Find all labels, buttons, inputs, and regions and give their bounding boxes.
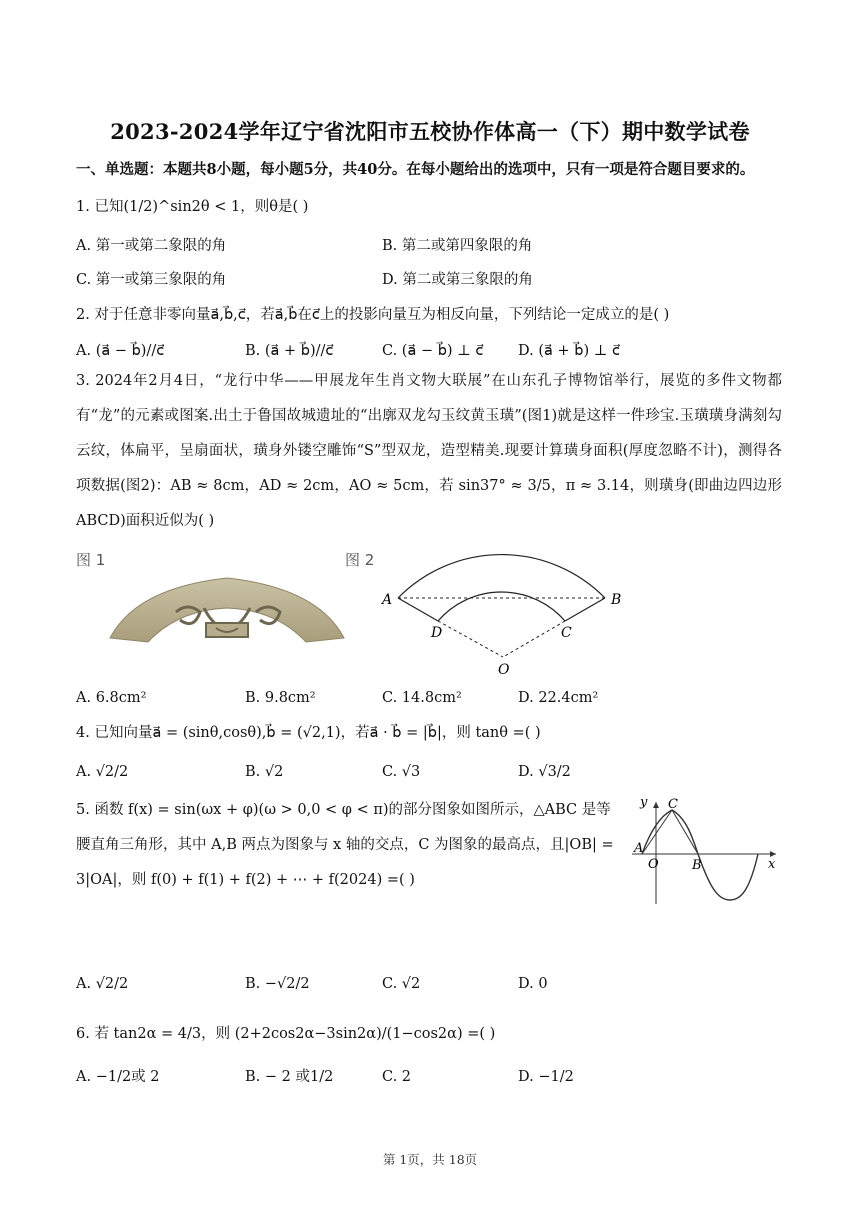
- point-b-label: B: [611, 592, 622, 608]
- page-title: 2023-2024学年辽宁省沈阳市五校协作体高一（下）期中数学试卷: [110, 119, 750, 144]
- q5-option-d: D. 0: [518, 976, 548, 992]
- point-d-label: D: [431, 625, 443, 641]
- question-6-stem: 6. 若 tan2α = 4/3，则 (2+2cos2α−3sin2α)/(1−cos2α) =( ): [76, 1026, 496, 1042]
- q3-option-a: A. 6.8cm²: [76, 690, 147, 706]
- page-footer: 第 1页，共 18页: [382, 1152, 478, 1167]
- y-axis-label: y: [640, 796, 648, 810]
- q3-option-d: D. 22.4cm²: [518, 690, 599, 706]
- sector-diagram: [375, 548, 625, 680]
- question-5-line-3: 3|OA|，则 f(0) + f(1) + f(2) + ⋯ + f(2024) =( ): [76, 872, 415, 888]
- question-4-stem: 4. 已知向量a⃗ = (sinθ,cosθ),b⃗ = (√2,1)，若a⃗ · b⃗ = |b⃗|，则 tanθ =( ): [76, 725, 541, 741]
- q2-option-b: B. (a⃗ + b⃗)//c⃗: [245, 343, 334, 359]
- graph-point-a: A: [634, 841, 644, 856]
- q6-option-a: A. −1/2或 2: [76, 1069, 160, 1085]
- point-o-label: O: [498, 662, 510, 678]
- question-3-stem: 3. 2024年2月4日，“龙行中华——甲展龙年生肖文物大联展”在山东孔子博物馆举行，展览的多件文物都有“龙”的元素或图案.出土于鲁国故城遗址的“出廓双龙勾玉纹黄玉璜”(图1)就是这样一件珍宝.玉璜璜身满刻勾云纹，体扁平，呈扇面状，璜身外镂空雕饰“S”型双龙，造型精美.现要计算璜身面积(厚度忽略不计)，测得各项数据(图2)：AB ≈ 8cm，AD ≈ 2cm，AO ≈ 5cm，若 sin37° ≈ 3/5，π ≈ 3.14，则璜身(即曲边四边形 ABCD)面积近似为( ): [76, 373, 782, 529]
- q6-option-d: D. −1/2: [518, 1069, 574, 1085]
- graph-point-b: B: [692, 858, 702, 873]
- figure-1-label: 图 1: [76, 551, 106, 569]
- section-heading: 一、单选题：本题共8小题，每小题5分，共40分。在每小题给出的选项中，只有一项是符合题目要求的。: [76, 161, 755, 178]
- q5-option-a: A. √2/2: [76, 976, 129, 992]
- graph-point-c: C: [668, 797, 678, 812]
- q4-option-d: D. √3/2: [518, 764, 571, 780]
- q2-option-a: A. (a⃗ − b⃗)//c⃗: [76, 343, 165, 359]
- question-2-stem: 2. 对于任意非零向量a⃗,b⃗,c⃗，若a⃗,b⃗在c⃗上的投影向量互为相反向量，下列结论一定成立的是( ): [76, 307, 670, 323]
- q4-option-a: A. √2/2: [76, 764, 129, 780]
- q5-option-b: B. −√2/2: [245, 976, 310, 992]
- q3-option-b: B. 9.8cm²: [245, 690, 316, 706]
- q6-option-c: C. 2: [382, 1069, 412, 1085]
- x-axis-label: x: [768, 857, 776, 872]
- jade-huang-image: [106, 568, 348, 652]
- question-5-line-2: 腰直角三角形，其中 A,B 两点为图象与 x 轴的交点，C 为图象的最高点，且|OB| =: [76, 837, 614, 853]
- q5-option-c: C. √2: [382, 976, 421, 992]
- q3-option-c: C. 14.8cm²: [382, 690, 462, 706]
- q1-option-a: A. 第一或第二象限的角: [76, 238, 227, 254]
- q1-option-d: D. 第二或第三象限的角: [382, 272, 533, 288]
- graph-origin-o: O: [648, 857, 659, 872]
- figure-2-label: 图 2: [345, 551, 375, 569]
- point-c-label: C: [561, 625, 572, 641]
- q1-option-c: C. 第一或第三象限的角: [76, 272, 227, 288]
- question-1-stem: 1. 已知(1/2)^sin2θ < 1，则θ是( ): [76, 199, 309, 215]
- q1-option-b: B. 第二或第四象限的角: [382, 238, 533, 254]
- q2-option-c: C. (a⃗ − b⃗) ⊥ c⃗: [382, 343, 484, 359]
- q4-option-b: B. √2: [245, 764, 284, 780]
- q4-option-c: C. √3: [382, 764, 421, 780]
- sine-graph: [630, 796, 782, 908]
- q2-option-d: D. (a⃗ + b⃗) ⊥ c⃗: [518, 343, 620, 359]
- q6-option-b: B. − 2 或1/2: [245, 1069, 334, 1085]
- point-a-label: A: [382, 592, 393, 608]
- question-5-line-1: 5. 函数 f(x) = sin(ωx + φ)(ω > 0,0 < φ < π)的部分图象如图所示，△ABC 是等: [76, 802, 611, 818]
